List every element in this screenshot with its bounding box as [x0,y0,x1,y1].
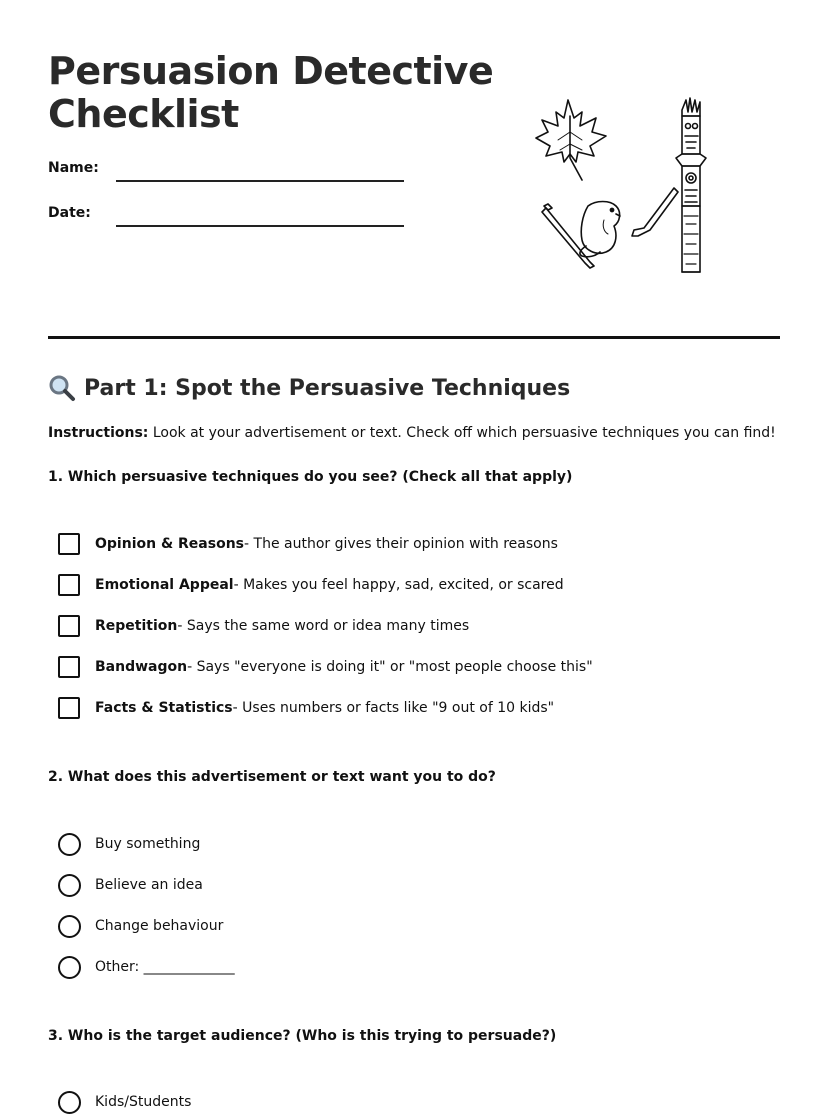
name-line[interactable] [116,180,404,182]
technique-term: Facts & Statistics [95,700,233,716]
audience-option[interactable] [58,1090,191,1114]
technique-term: Emotional Appeal [95,577,234,593]
beaver-icon [580,202,620,257]
purpose-option[interactable] [58,873,203,897]
question-2: 2. What does this advertisement or text want you to do? [48,769,496,785]
option-label: Believe an idea [95,877,203,893]
hockey-stick-icon [542,204,594,268]
technique-desc: - Says "everyone is doing it" or "most people choose this" [187,659,593,675]
radio-button[interactable] [58,1091,81,1114]
technique-option[interactable] [58,573,564,597]
date-line[interactable] [116,225,404,227]
question-1: 1. Which persuasive techniques do you see? (Check all that apply) [48,469,573,485]
radio-button[interactable] [58,833,81,856]
technique-term: Opinion & Reasons [95,536,245,552]
part-1-heading [48,374,570,402]
radio-button[interactable] [58,915,81,938]
technique-desc: - Makes you feel happy, sad, excited, or scared [233,577,564,593]
instructions-label: Instructions: [48,425,149,441]
date-label: Date: [48,205,91,221]
maple-leaf-icon [536,100,606,180]
option-label: Buy something [95,836,201,852]
magnifying-glass-icon [48,374,76,402]
purpose-option[interactable] [58,955,235,979]
option-label: Other: _____________ [95,959,235,975]
technique-option[interactable] [58,614,469,638]
name-field[interactable] [48,160,408,184]
radio-button[interactable] [58,874,81,897]
purpose-option[interactable] [58,914,223,938]
instructions [48,425,776,441]
hockey-stick-icon [632,188,678,236]
technique-desc: - Says the same word or idea many times [177,618,470,634]
technique-desc: - Uses numbers or facts like "9 out of 10 kids" [232,700,555,716]
technique-desc: - The author gives their opinion with reasons [244,536,558,552]
technique-option[interactable] [58,655,593,679]
title-line-1: Persuasion Detective [48,49,494,93]
part-1-title: Part 1: Spot the Persuasive Techniques [84,375,571,401]
radio-button[interactable] [58,956,81,979]
checkbox[interactable] [58,656,80,678]
checkbox[interactable] [58,574,80,596]
option-label: Change behaviour [95,918,224,934]
technique-term: Repetition [95,618,178,634]
date-field[interactable] [48,205,408,229]
section-divider [48,336,780,339]
technique-option[interactable] [58,696,554,720]
checkbox[interactable] [58,533,80,555]
technique-option[interactable] [58,532,558,556]
totem-pole-icon [676,98,706,272]
technique-term: Bandwagon [95,659,188,675]
title-line-2: Checklist [48,92,239,136]
name-label: Name: [48,160,99,176]
page-title [48,50,493,136]
instructions-text: Look at your advertisement or text. Check off which persuasive techniques you can find! [148,425,776,441]
option-label: Kids/Students [95,1094,192,1110]
canadian-illustration [530,96,720,280]
purpose-option[interactable] [58,832,200,856]
checkbox[interactable] [58,615,80,637]
checkbox[interactable] [58,697,80,719]
question-3: 3. Who is the target audience? (Who is this trying to persuade?) [48,1028,557,1044]
